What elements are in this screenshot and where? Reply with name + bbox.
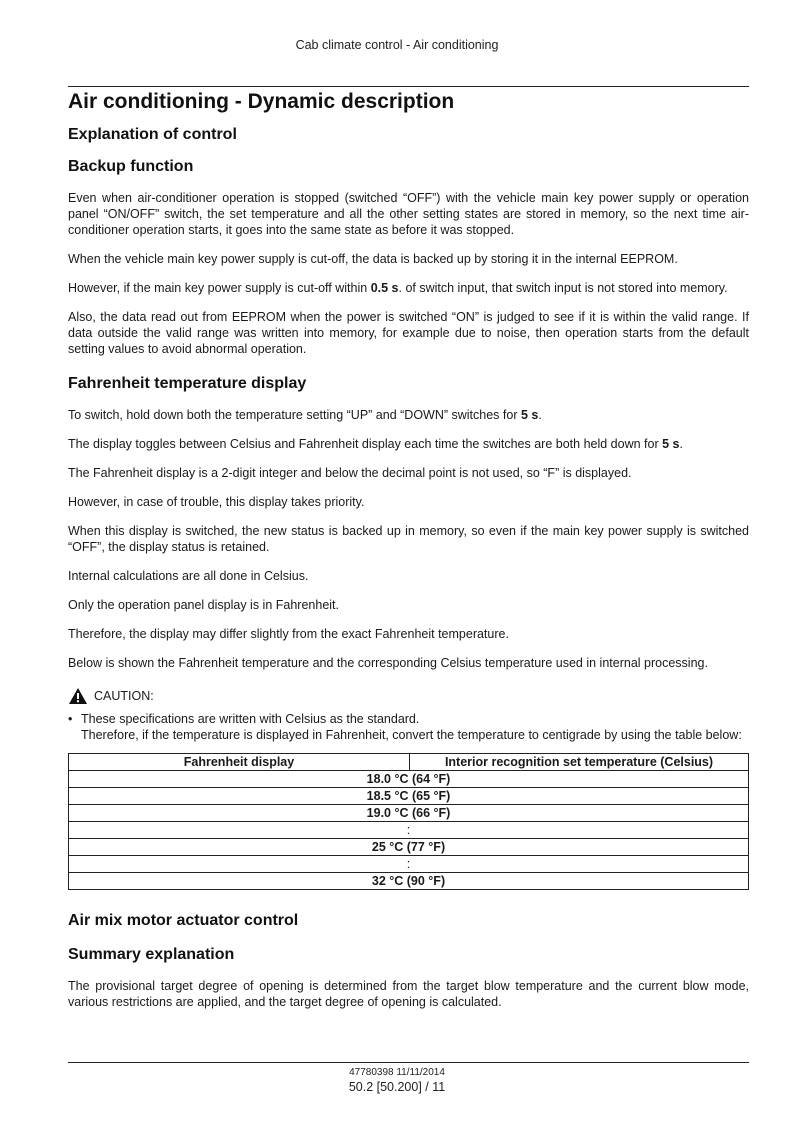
heading-airmix: Air mix motor actuator control: [68, 912, 299, 929]
fahrenheit-paragraph-8: Therefore, the display may differ slightly from the exact Fahrenheit temperature.: [68, 627, 509, 641]
fahrenheit-paragraph-4: However, in case of trouble, this display takes priority.: [68, 495, 365, 509]
heading-summary: Summary explanation: [68, 946, 235, 963]
heading-backup: Backup function: [68, 158, 194, 175]
running-header: Cab climate control - Air conditioning: [295, 38, 499, 52]
footer-page-number: 50.2 [50.200] / 11: [348, 1080, 446, 1094]
table-row: [69, 873, 749, 890]
footer-doc-number: 47780398 11/11/2014: [349, 1067, 445, 1078]
bold-value: 5 s: [520, 408, 539, 422]
caution-bullet-text: [81, 711, 749, 743]
table-row: [69, 839, 749, 856]
table-cell: 18.5 °C (65 °F): [69, 788, 749, 805]
backup-paragraph-2: When the vehicle main key power supply is cut-off, the data is backed up by storing it in the internal EEPROM.: [68, 252, 678, 266]
fahrenheit-paragraph-9: Below is shown the Fahrenheit temperature and the corresponding Celsius temperature used in internal processing.: [68, 656, 708, 670]
text: .: [538, 408, 542, 422]
fahrenheit-paragraph-5: When this display is switched, the new status is backed up in memory, so even if the main key power supply is switched “OFF”, the display status is retained.: [68, 524, 749, 554]
page-title: Air conditioning - Dynamic description: [68, 90, 455, 113]
table-header-celsius: Interior recognition set temperature (Celsius): [410, 754, 749, 771]
bold-value: 0.5 s: [370, 281, 399, 295]
table-header-row: [69, 754, 749, 771]
table-cell: 25 °C (77 °F): [69, 839, 749, 856]
table-row: [69, 856, 749, 873]
page-content: [68, 86, 749, 1023]
backup-paragraph-4: Also, the data read out from EEPROM when the power is switched “ON” is judged to see if it is within the valid range. If data outside the valid range was written into memory, for example due to noise, then operation starts from the default setting values to avoid abnormal operation.: [68, 310, 749, 356]
heading-explanation: Explanation of control: [68, 126, 237, 143]
table-cell: :: [69, 822, 749, 839]
table-row: [69, 805, 749, 822]
text: These specifications are written with Celsius as the standard.: [81, 712, 420, 726]
table-cell: :: [69, 856, 749, 873]
backup-paragraph-1: Even when air-conditioner operation is stopped (switched “OFF”) with the vehicle main key power supply or operation panel “ON/OFF” switch, the set temperature and all the other setting states are stored in memory, so the next time air-conditioner operation starts, it goes into the same state as before it was stopped.: [68, 191, 749, 237]
heading-fahrenheit: Fahrenheit temperature display: [68, 375, 307, 392]
backup-paragraph-3: [68, 280, 749, 296]
fahrenheit-paragraph-3: The Fahrenheit display is a 2-digit integer and below the decimal point is not used, so “F” is displayed.: [68, 466, 632, 480]
table-header-fahrenheit: Fahrenheit display: [69, 754, 410, 771]
bullet-dot: •: [68, 712, 73, 726]
text: . of switch input, that switch input is not stored into memory.: [398, 281, 728, 295]
table-row: [69, 822, 749, 839]
table-cell: 32 °C (90 °F): [69, 873, 749, 890]
text: The display toggles between Celsius and Fahrenheit display each time the switches are both held down for: [68, 437, 663, 451]
fahrenheit-paragraph-1: [68, 407, 749, 423]
warning-triangle-icon: [68, 687, 88, 705]
caution-bullet: [68, 711, 749, 743]
table-cell: 18.0 °C (64 °F): [69, 771, 749, 788]
fahrenheit-paragraph-6: Internal calculations are all done in Celsius.: [68, 569, 309, 583]
table-row: [69, 771, 749, 788]
title-rule: [68, 86, 749, 87]
footer-rule: [68, 1062, 749, 1063]
caution-label: CAUTION:: [94, 689, 154, 703]
table-cell: 19.0 °C (66 °F): [69, 805, 749, 822]
text: .: [679, 437, 683, 451]
bold-value: 5 s: [662, 437, 680, 451]
fahrenheit-paragraph-2: [68, 436, 749, 452]
temperature-table: [68, 753, 749, 890]
table-row: [69, 788, 749, 805]
text: Therefore, if the temperature is displayed in Fahrenheit, convert the temperature to centigrade by using the table below:: [81, 728, 742, 742]
fahrenheit-paragraph-7: Only the operation panel display is in Fahrenheit.: [68, 598, 339, 612]
text: However, if the main key power supply is cut-off within: [68, 281, 371, 295]
caution-notice: [68, 687, 749, 705]
summary-paragraph-1: The provisional target degree of opening is determined from the target blow temperature and the current blow mode, various restrictions are applied, and the target degree of opening is calculated.: [68, 979, 749, 1009]
text: To switch, hold down both the temperature setting “UP” and “DOWN” switches for: [68, 408, 521, 422]
